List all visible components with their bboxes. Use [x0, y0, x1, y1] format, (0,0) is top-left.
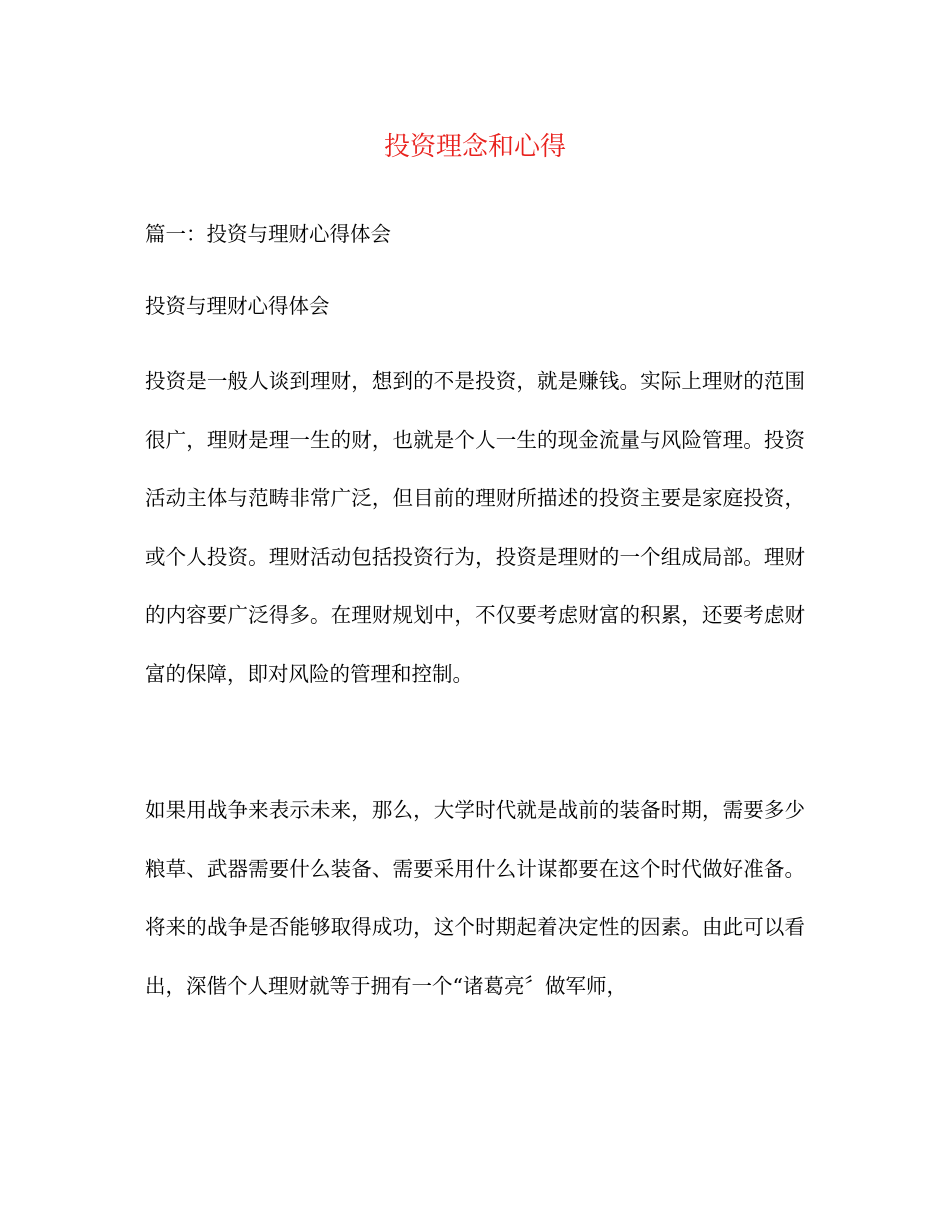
subheading: 投资与理财心得体会 [145, 294, 330, 318]
section-heading: 篇一：投资与理财心得体会 [145, 222, 391, 246]
document-title: 投资理念和心得 [383, 132, 566, 162]
paragraph-1: 投资是一般人谈到理财，想到的不是投资，就是赚钱。实际上理财的范围很广，理财是理一生的财，也就是个人一生的现金流量与风险管理。投资活动主体与范畴非常广泛，但目前的理财所描述的投资主要是家庭投资，或个人投资。理财活动包括投资行为，投资是理财的一个组成局部。理财的内容要广泛得多。在理财规划中，不仅要考虑财富的积累，还要考虑财富的保障，即对风险的管理和控制。 [145, 369, 805, 686]
paragraph-2: 如果用战争来表示未来，那么，大学时代就是战前的装备时期，需要多少粮草、武器需要什么装备、需要采用什么计谋都要在这个时代做好准备。将来的战争是否能够取得成功，这个时期起着决定性的因素。由此可以看出，深偕个人理财就等于拥有一个“诸葛亮〞做军师， [145, 798, 805, 998]
